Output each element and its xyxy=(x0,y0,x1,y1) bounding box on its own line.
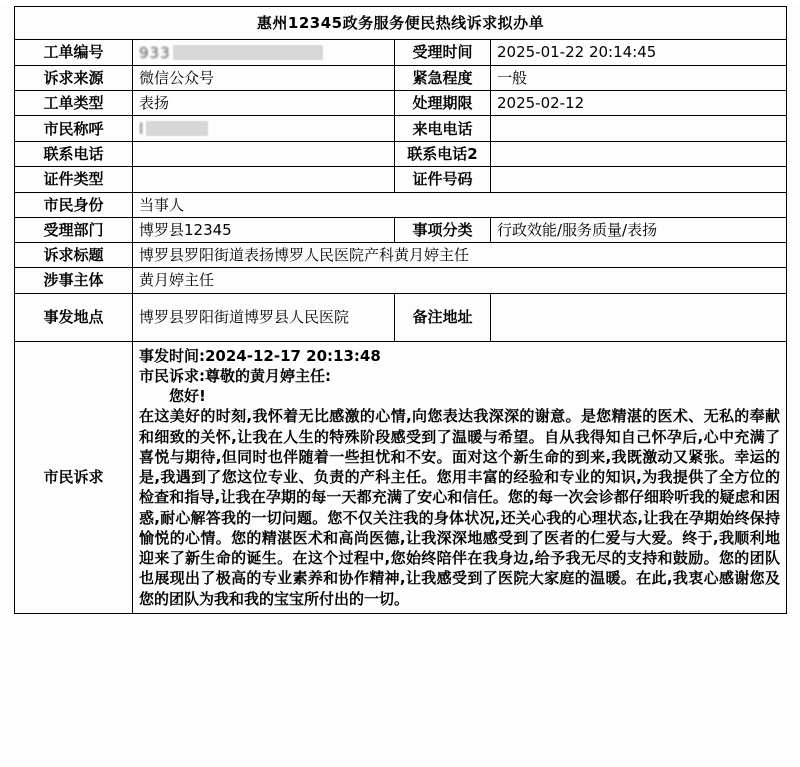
field-label-place: 事发地点 xyxy=(15,293,133,341)
field-label-accept-time: 受理时间 xyxy=(395,40,491,66)
field-value-urgency: 一般 xyxy=(491,65,787,90)
field-label-contact-phone2: 联系电话2 xyxy=(395,142,491,167)
field-value-department: 博罗县12345 xyxy=(133,217,395,242)
field-label-subject: 涉事主体 xyxy=(15,268,133,293)
appeal-greeting: 您好! xyxy=(169,387,206,405)
appeal-time: 事发时间:2024-12-17 20:13:48 xyxy=(139,346,381,365)
table-row xyxy=(15,243,787,268)
field-value-accept-time: 2025-01-22 20:14:45 xyxy=(491,40,787,66)
appeal-head: 市民诉求:尊敬的黄月婷主任: xyxy=(139,366,331,385)
field-value-remark-address xyxy=(491,293,787,341)
table-row xyxy=(15,65,787,90)
field-value-citizen-name: l xyxy=(133,116,395,142)
field-label-contact-phone: 联系电话 xyxy=(15,142,133,167)
field-value-appeal-title: 博罗县罗阳街道表扬博罗人民医院产科黄月婷主任 xyxy=(133,243,787,268)
table-row xyxy=(15,91,787,116)
field-value-subject: 黄月婷主任 xyxy=(133,268,787,293)
table-row xyxy=(15,167,787,192)
field-label-order-type: 工单类型 xyxy=(15,91,133,116)
field-label-urgency: 紧急程度 xyxy=(395,65,491,90)
table-row xyxy=(15,293,787,341)
field-value-id-type xyxy=(133,167,395,192)
table-row xyxy=(15,192,787,217)
table-row xyxy=(15,142,787,167)
field-value-contact-phone2 xyxy=(491,142,787,167)
field-label-deadline: 处理期限 xyxy=(395,91,491,116)
field-value-category: 行政效能/服务质量/表扬 xyxy=(491,217,787,242)
field-value-contact-phone xyxy=(133,142,395,167)
field-value-order-type: 表扬 xyxy=(133,91,395,116)
field-label-appeal-title: 诉求标题 xyxy=(15,243,133,268)
field-value-deadline: 2025-02-12 xyxy=(491,91,787,116)
field-value-order-no: 933 xyxy=(133,40,395,66)
field-label-order-no: 工单编号 xyxy=(15,40,133,66)
field-label-id-type: 证件类型 xyxy=(15,167,133,192)
field-label-category: 事项分类 xyxy=(395,217,491,242)
redaction-block xyxy=(173,45,323,60)
table-row xyxy=(15,268,787,293)
field-value-caller-phone xyxy=(491,116,787,142)
field-label-remark-address: 备注地址 xyxy=(395,293,491,341)
work-order-form xyxy=(14,6,787,614)
field-label-appeal: 市民诉求 xyxy=(15,341,133,613)
appeal-paragraph: 在这美好的时刻,我怀着无比感激的心情,向您表达我深深的谢意。是您精湛的医术、无私的奉献和细致的关怀,让我在人生的特殊阶段感受到了温暖与希望。自从我得知自己怀孕后,心中充满了喜悦与期待,但同时也伴随着一些担忧和不安。面对这个新生命的到来,我既激动又紧张。幸运的是,我遇到了您这位专业、负责的产科主任。您用丰富的经验和专业的知识,为我提供了全方位的检查和指导,让我在孕期的每一天都充满了安心和信任。您的每一次会诊都仔细聆听我的疑虑和困惑,耐心解答我的一切问题。您不仅关注我的身体状况,还关心我的心理状态,让我在孕期始终保持愉悦的心情。您的精湛医术和高尚医德,让我深深地感受到了医者的仁爱与大爱。终于,我顺利地迎来了新生命的诞生。在这个过程中,您始终陪伴在我身边,给予我无尽的支持和鼓励。您的团队也展现出了极高的专业素养和协作精神,让我感受到了医院大家庭的温暖。在此,我衷心感谢您及您的团队为我和我的宝宝所付出的一切。 xyxy=(139,407,780,608)
field-label-citizen-identity: 市民身份 xyxy=(15,192,133,217)
table-row xyxy=(15,40,787,66)
field-value-source: 微信公众号 xyxy=(133,65,395,90)
field-label-citizen-name: 市民称呼 xyxy=(15,116,133,142)
appeal-row xyxy=(15,341,787,613)
title-row xyxy=(15,7,787,40)
document-page xyxy=(0,6,800,767)
field-label-department: 受理部门 xyxy=(15,217,133,242)
table-row xyxy=(15,217,787,242)
field-label-id-number: 证件号码 xyxy=(395,167,491,192)
page-title: 惠州12345政务服务便民热线诉求拟办单 xyxy=(15,7,787,40)
redaction-block xyxy=(146,121,208,136)
field-label-caller-phone: 来电电话 xyxy=(395,116,491,142)
field-value-id-number xyxy=(491,167,787,192)
table-row xyxy=(15,116,787,142)
field-value-citizen-identity: 当事人 xyxy=(133,192,787,217)
field-value-appeal xyxy=(133,341,787,613)
field-label-source: 诉求来源 xyxy=(15,65,133,90)
field-value-place: 博罗县罗阳街道博罗县人民医院 xyxy=(133,293,395,341)
